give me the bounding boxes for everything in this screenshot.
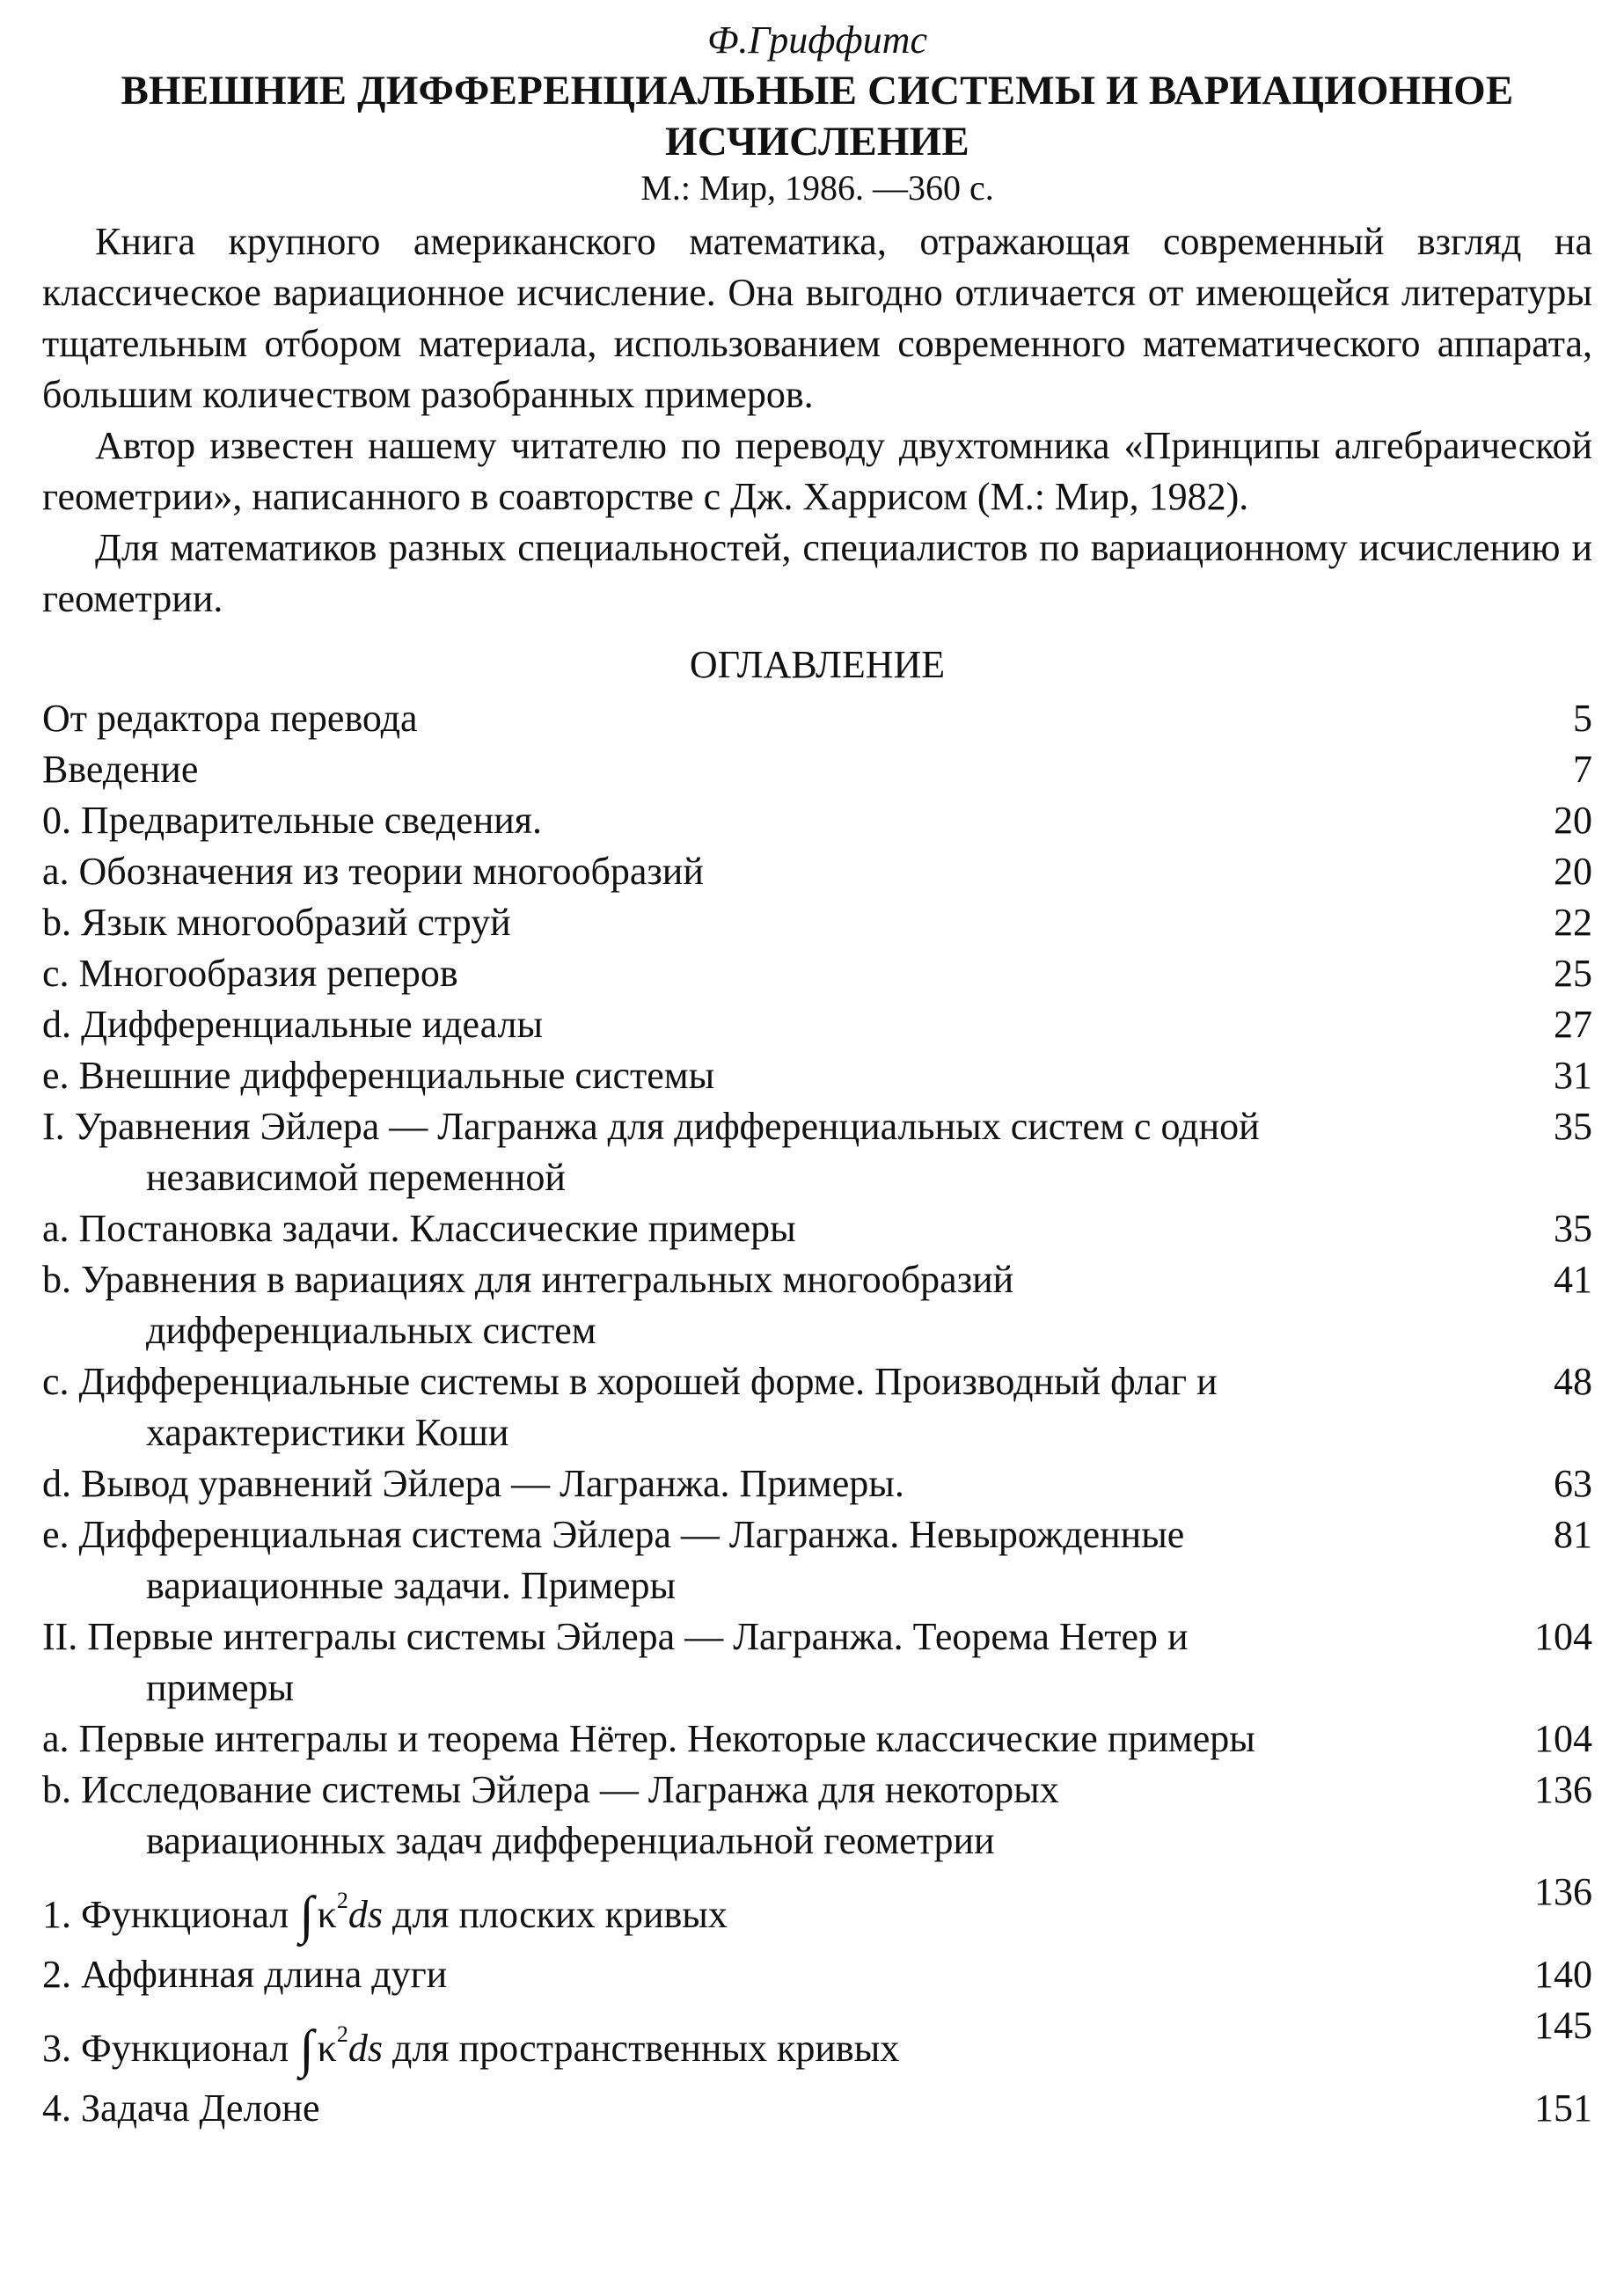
toc-entry: [42, 1611, 1592, 1714]
imprint: М.: Мир, 1986. —360 с.: [640, 168, 994, 208]
toc-entry: [42, 897, 1592, 948]
toc-entry-title: [42, 1867, 1487, 1949]
document-page: [42, 16, 1592, 2134]
toc-entry-title: [42, 999, 1487, 1050]
toc-entry-page: 5: [1573, 697, 1592, 740]
toc-entry-page: 136: [1534, 1768, 1592, 1811]
toc-entry-text: 2. Аффинная длина дуги: [42, 1953, 448, 1996]
toc-entry-title: [42, 846, 1487, 897]
toc-entry: [42, 999, 1592, 1050]
toc-entry-continuation: характеристики Коши: [146, 1411, 509, 1454]
toc-entry-text: b. Исследование системы Эйлера — Лагранжа для некоторых: [42, 1768, 1059, 1811]
kappa-symbol: κ: [317, 2027, 337, 2070]
toc-entry: [42, 1949, 1592, 2000]
toc-entry: [42, 1101, 1592, 1203]
toc-entry-text: d. Дифференциальные идеалы: [42, 1003, 544, 1046]
toc-entry-continuation: вариационных задач дифференциальной геометрии: [146, 1819, 995, 1862]
book-title-line-1: ВНЕШНИЕ ДИФФЕРЕНЦИАЛЬНЫЕ СИСТЕМЫ И ВАРИАЦИОННОЕ: [121, 68, 1514, 113]
toc-entry-page: 20: [1554, 850, 1592, 893]
toc-entry-title: [42, 1611, 1487, 1714]
toc-formula-entry: [42, 2000, 1592, 2083]
toc-entry-page: 27: [1554, 1003, 1592, 1046]
toc-entry-continuation: дифференциальных систем: [146, 1309, 596, 1352]
toc-entry: [42, 948, 1592, 999]
toc-entry-title: [42, 795, 1487, 846]
toc-entry-text: e. Внешние дифференциальные системы: [42, 1054, 715, 1097]
annotation-paragraph-2: Автор известен нашему читателю по переводу двухтомника «Принципы алгебраической геометрии», написанного в соавторстве с Дж. Харрисом (М.: Мир, 1982).: [42, 424, 1592, 518]
annotation-paragraph-1: Книга крупного американского математика, отражающая современный взгляд на классическое вариационное исчисление. Она выгодно отличается от имеющейся литературы тщательным отбором материала, использованием современного математического аппарата, большим количеством разобранных примеров.: [42, 220, 1592, 416]
toc-entry: [42, 1458, 1592, 1509]
toc-entry-title: [42, 948, 1487, 999]
toc-entry-title: [42, 744, 1487, 795]
toc-entry: [42, 693, 1592, 744]
toc-entry-title: [42, 1254, 1487, 1356]
toc-entry-title: [42, 897, 1487, 948]
toc-entry-text: Введение: [42, 748, 199, 791]
toc-entry-text: a. Обозначения из теории многообразий: [42, 850, 704, 893]
toc-entry-title: [42, 1765, 1487, 1867]
toc-entry-continuation: независимой переменной: [146, 1156, 566, 1199]
table-of-contents: [42, 693, 1592, 2134]
toc-entry-page: 136: [1534, 1870, 1592, 1913]
toc-entry-text: 0. Предварительные сведения.: [42, 799, 543, 842]
toc-entry-text-suffix: для пространственных кривых: [391, 2027, 900, 2070]
toc-entry-page: 104: [1534, 1615, 1592, 1658]
toc-entry-page: 20: [1554, 799, 1592, 842]
toc-entry-page: 140: [1534, 1953, 1592, 1996]
book-title-line-2: ИСЧИСЛЕНИЕ: [665, 119, 969, 164]
toc-entry-page: 81: [1554, 1513, 1592, 1556]
toc-entry-text: b. Язык многообразий струй: [42, 901, 511, 944]
toc-entry-text: II. Первые интегралы системы Эйлера — Лагранжа. Теорема Нетер и: [42, 1615, 1189, 1658]
toc-entry: [42, 744, 1592, 795]
toc-entry-text: c. Многообразия реперов: [42, 952, 458, 995]
toc-entry-page: 35: [1554, 1207, 1592, 1250]
toc-entry: [42, 846, 1592, 897]
toc-entry: [42, 1714, 1592, 1765]
toc-entry: [42, 1254, 1592, 1356]
toc-entry: [42, 1050, 1592, 1101]
kappa-symbol: κ: [317, 1893, 337, 1936]
toc-entry-text: c. Дифференциальные системы в хорошей форме. Производный флаг и: [42, 1360, 1218, 1403]
toc-entry-continuation: вариационные задачи. Примеры: [146, 1564, 677, 1607]
toc-heading: ОГЛАВЛЕНИЕ: [689, 643, 946, 686]
author: Ф.Гриффитс: [707, 18, 927, 62]
toc-entry-page: 35: [1554, 1105, 1592, 1148]
toc-entry-title: [42, 1203, 1487, 1254]
toc-entry-title: [42, 693, 1487, 744]
toc-entry-text: 1. Функционал: [42, 1893, 289, 1936]
toc-entry-text: b. Уравнения в вариациях для интегральных многообразий: [42, 1258, 1014, 1301]
toc-entry-page: 22: [1554, 901, 1592, 944]
exponent: 2: [336, 2021, 348, 2047]
differential-ds: ds: [347, 1893, 383, 1936]
toc-entry-title: [42, 1101, 1487, 1203]
toc-entry-text: a. Первые интегралы и теорема Нётер. Некоторые классические примеры: [42, 1717, 1255, 1760]
toc-formula-entry: [42, 1867, 1592, 1949]
toc-entry-title: [42, 1050, 1487, 1101]
toc-entry-page: 151: [1534, 2086, 1592, 2130]
toc-entry-page: 48: [1554, 1360, 1592, 1403]
toc-entry-text: 4. Задача Делоне: [42, 2086, 320, 2130]
integral-sign: ∫: [299, 1886, 314, 1944]
toc-entry: [42, 1356, 1592, 1458]
toc-entry-page: 63: [1554, 1462, 1592, 1505]
toc-entry-text: 3. Функционал: [42, 2027, 289, 2070]
toc-entry: [42, 1509, 1592, 1611]
toc-entry-title: [42, 1509, 1487, 1611]
toc-entry-title: [42, 2000, 1487, 2083]
toc-entry-page: 7: [1573, 748, 1592, 791]
toc-entry-text: От редактора перевода: [42, 697, 418, 740]
toc-entry-text: d. Вывод уравнений Эйлера — Лагранжа. Примеры.: [42, 1462, 904, 1505]
differential-ds: ds: [347, 2027, 383, 2070]
toc-entry: [42, 2083, 1592, 2134]
toc-entry-page: 41: [1554, 1258, 1592, 1301]
toc-entry-text: a. Постановка задачи. Классические примеры: [42, 1207, 796, 1250]
annotation-paragraph-3: Для математиков разных специальностей, специалистов по вариационному исчислению и геометрии.: [42, 526, 1592, 620]
toc-entry-text: e. Дифференциальная система Эйлера — Лагранжа. Невырожденные: [42, 1513, 1185, 1556]
toc-entry-title: [42, 2083, 1487, 2134]
toc-entry: [42, 1765, 1592, 1867]
toc-entry-page: 145: [1534, 2004, 1592, 2047]
toc-entry-title: [42, 1458, 1487, 1509]
toc-entry-title: [42, 1949, 1487, 2000]
toc-entry: [42, 795, 1592, 846]
toc-entry-page: 31: [1554, 1054, 1592, 1097]
toc-entry-title: [42, 1356, 1487, 1458]
toc-entry-text: I. Уравнения Эйлера — Лагранжа для дифференциальных систем с одной: [42, 1105, 1260, 1148]
toc-entry-page: 104: [1534, 1717, 1592, 1760]
toc-entry: [42, 1203, 1592, 1254]
toc-entry-page: 25: [1554, 952, 1592, 995]
integral-sign: ∫: [299, 2020, 314, 2078]
toc-entry-text-suffix: для плоских кривых: [391, 1893, 728, 1936]
toc-entry-continuation: примеры: [146, 1666, 295, 1709]
toc-entry-title: [42, 1714, 1487, 1765]
exponent: 2: [336, 1888, 348, 1913]
